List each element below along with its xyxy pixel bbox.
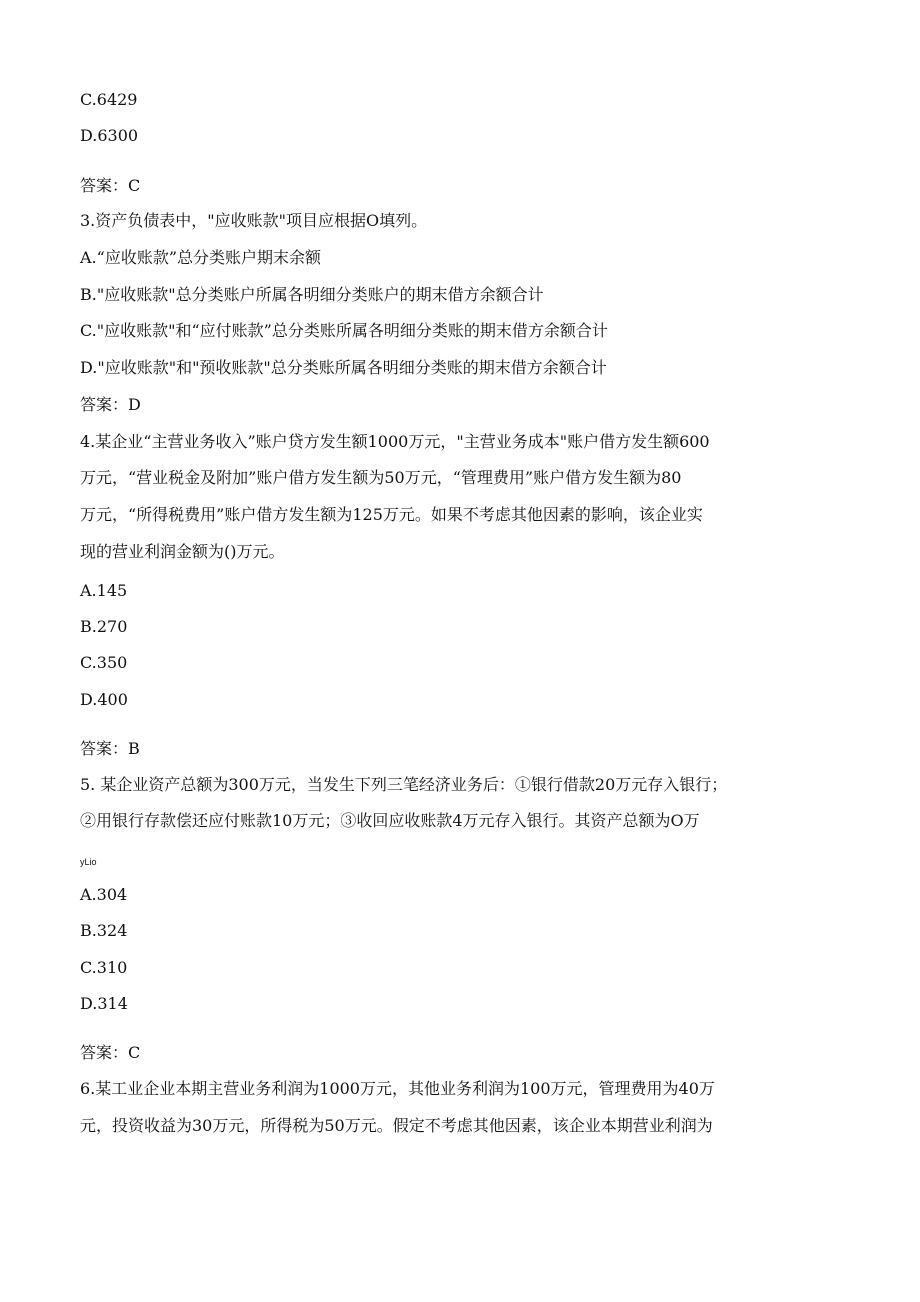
q3-option-d: D."应收账款"和"预收账款"总分类账所属各明细分类账的期末借方余额合计 xyxy=(80,358,607,377)
q2-option-d: D.6300 xyxy=(80,126,139,145)
q4-answer: 答案：B xyxy=(80,739,140,758)
q5-stem-line-2: ②用银行存款偿还应付账款10万元；③收回应收账款4万元存入银行。其资产总额为O万 xyxy=(80,811,700,830)
q4-option-a: A.145 xyxy=(80,581,128,600)
q5-stem-tail: yLio xyxy=(80,857,97,867)
q5-option-c: C.310 xyxy=(80,958,128,977)
q5-option-d: D.314 xyxy=(80,994,128,1013)
q5-stem-line-1: 5. 某企业资产总额为300万元，当发生下列三笔经济业务后：①银行借款20万元存入银行； xyxy=(80,775,728,794)
q2-answer: 答案：C xyxy=(80,176,141,195)
q3-option-b: B."应收账款"总分类账户所属各明细分类账户的期末借方余额合计 xyxy=(80,285,544,304)
q4-option-c: C.350 xyxy=(80,653,128,672)
q3-stem: 3.资产负债表中，"应收账款"项目应根据O填列。 xyxy=(80,211,428,230)
q6-stem-line-2: 元，投资收益为30万元，所得税为50万元。假定不考虑其他因素，该企业本期营业利润为 xyxy=(80,1116,713,1135)
q4-stem-line-1: 4.某企业“主营业务收入”账户贷方发生额1000万元，"主营业务成本"账户借方发生额600 xyxy=(80,432,710,451)
q4-stem-line-4: 现的营业利润金额为()万元。 xyxy=(80,542,285,561)
q3-answer: 答案：D xyxy=(80,395,141,414)
q4-stem-line-2: 万元，“营业税金及附加”账户借方发生额为50万元，“管理费用”账户借方发生额为80 xyxy=(80,468,682,487)
q6-stem-line-1: 6.某工业企业本期主营业务利润为1000万元，其他业务利润为100万元，管理费用为40万 xyxy=(80,1079,715,1098)
q4-stem-line-3: 万元，“所得税费用”账户借方发生额为125万元。如果不考虑其他因素的影响，该企业实 xyxy=(80,505,703,524)
q5-option-a: A.304 xyxy=(80,885,128,904)
q5-answer: 答案：C xyxy=(80,1043,141,1062)
q3-option-a: A.“应收账款”总分类账户期末余额 xyxy=(80,248,322,267)
q4-option-b: B.270 xyxy=(80,617,128,636)
q3-option-c: C."应收账款"和“应付账款”总分类账所属各明细分类账的期末借方余额合计 xyxy=(80,321,608,340)
q5-option-b: B.324 xyxy=(80,921,128,940)
q2-option-c: C.6429 xyxy=(80,90,138,109)
q4-option-d: D.400 xyxy=(80,690,128,709)
